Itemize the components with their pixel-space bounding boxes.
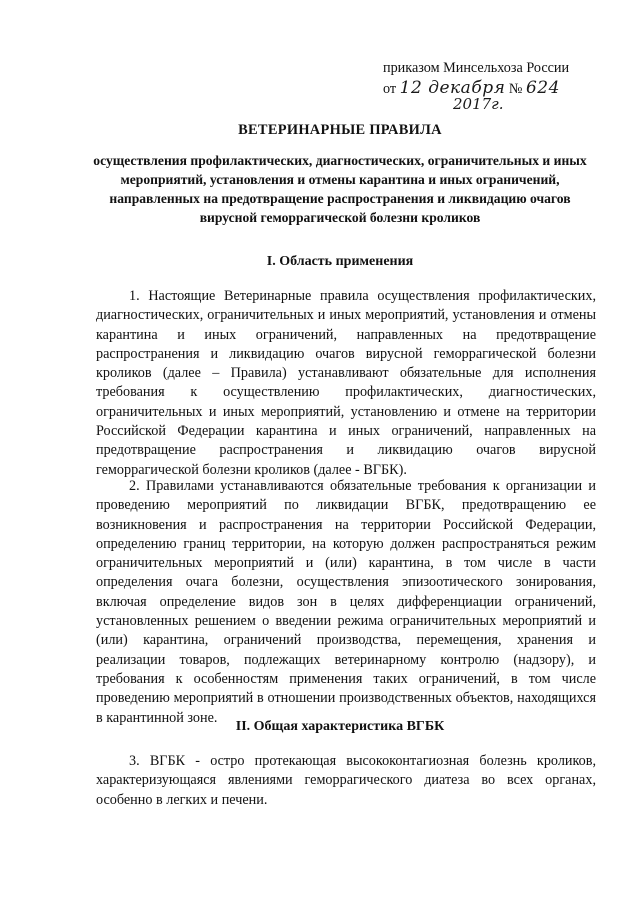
approval-order-line: приказом Минсельхоза России xyxy=(383,60,570,76)
section-heading-characteristics: II. Общая характеристика ВГБК xyxy=(235,719,445,734)
section-heading-scope: I. Область применения xyxy=(266,254,414,269)
paragraph-2: 2. Правилами устанавливаются обязательные требования к организации и проведению мероприятий по ликвидации ВГБК, предотвращению ее возникновения и распространения на территории Российской Федерации, определению границ территории, на которую должен распространяться режим ограничительных мероприятий и (или) карантина, в том числе в части определения очага болезни, осуществления эпизоотического зонирования, включая определение видов зон в целях дифференциации ограничений, установленных решением о введении режима ограничительных мероприятий и (или) карантина, ограничений производства, перемещения, хранения и реализации товаров, подлежащих ветеринарному контролю (надзору), и требования к особенностям применения таких ограничений, в том числе проведению мероприятий в отношении производственных объектов, находящихся в карантинной зоне. xyxy=(96,478,596,726)
from-label: от xyxy=(383,81,397,97)
document-title: ВЕТЕРИНАРНЫЕ ПРАВИЛА xyxy=(238,122,442,138)
handwritten-date: 12 декабря xyxy=(399,78,506,98)
handwritten-number: 624 xyxy=(525,78,560,98)
document-subtitle: осуществления профилактических, диагностических, ограничительных и иных мероприятий, установления и отмены карантина и иных ограничений, направленных на предотвращение распространения и ликвидацию очагов вирусной геморрагической болезни кроликов xyxy=(93,153,587,225)
handwritten-year: 2017г. xyxy=(453,95,504,113)
paragraph-3: 3. ВГБК - остро протекающая высококонтагиозная болезнь кроликов, характеризующаяся явлениями геморрагического диатеза во всех органах, особенно в легких и печени. xyxy=(96,753,596,808)
approval-header xyxy=(383,58,613,113)
paragraph-1: 1. Настоящие Ветеринарные правила осуществления профилактических, диагностических, ограничительных и иных мероприятий, установления и отмены карантина и иных ограничений, направленных на предотвращение распространения и ликвидацию очагов вирусной геморрагической болезни кроликов (далее – Правила) устанавливают обязательные для исполнения требования к осуществлению профилактических, диагностических, ограничительных и иных мероприятий, установлению и отмене на территории Российской Федерации карантина и иных ограничений, направленных на предотвращение распространения и ликвидацию очагов вирусной геморрагической болезни кроликов (далее - ВГБК). xyxy=(96,288,596,478)
number-label: № xyxy=(508,81,523,97)
